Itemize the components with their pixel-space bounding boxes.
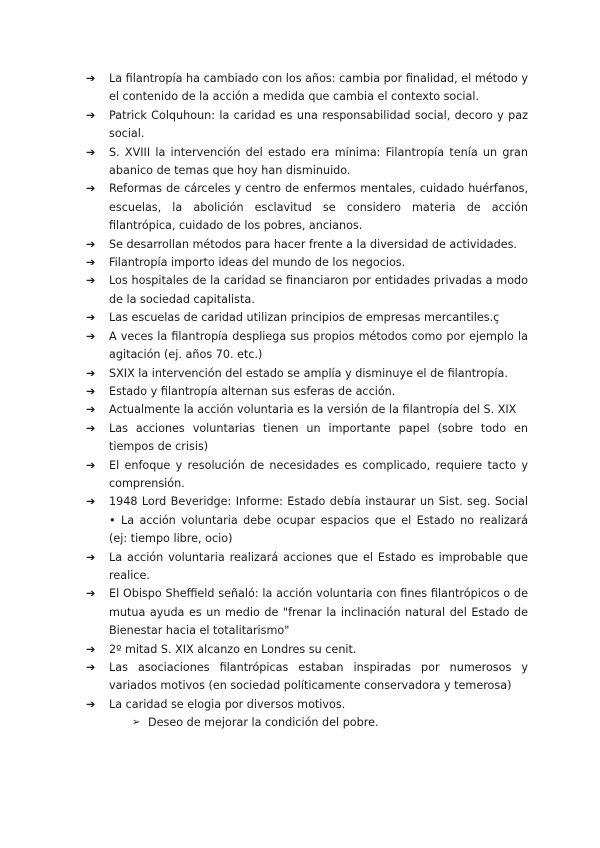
- arrow-bullet-icon: ➔: [86, 182, 96, 196]
- list-item: [86, 309, 528, 327]
- list-item-text: La filantropía ha cambiado con los años: cambia por finalidad, el método y el contenido de la acción a medida que cambia el contexto social.: [109, 72, 528, 104]
- arrow-bullet-icon: ➔: [86, 403, 96, 417]
- arrow-bullet-icon: ➔: [86, 587, 96, 601]
- list-item-text: La caridad se elogia por diversos motivos.: [109, 697, 346, 711]
- list-item-text: Filantropía importo ideas del mundo de los negocios.: [109, 256, 406, 270]
- sub-list-item-text: Deseo de mejorar la condición del pobre.: [148, 716, 379, 730]
- list-item-text: Los hospitales de la caridad se financiaron por entidades privadas a modo de la sociedad capitalista.: [109, 274, 528, 306]
- arrow-bullet-icon: ➔: [86, 642, 96, 656]
- list-item: [86, 70, 528, 107]
- arrow-bullet-icon: ➔: [86, 311, 96, 325]
- list-item: [86, 457, 528, 494]
- list-item-text: 2º mitad S. XIX alcanzo en Londres su cenit.: [109, 642, 357, 656]
- list-item: [86, 236, 528, 254]
- list-item: [86, 549, 528, 586]
- list-item: [86, 493, 528, 548]
- arrow-bullet-icon: ➔: [86, 256, 96, 270]
- arrow-bullet-icon: ➔: [86, 145, 96, 159]
- arrow-bullet-icon: ➔: [86, 550, 96, 564]
- list-item-text: Patrick Colquhoun: la caridad es una responsabilidad social, decoro y paz social.: [109, 108, 528, 141]
- list-item: [86, 365, 528, 383]
- list-item: [86, 383, 528, 401]
- list-item: [86, 696, 528, 714]
- arrow-bullet-icon: ➔: [86, 237, 96, 251]
- list-item-text: SXIX la intervención del estado se amplía y disminuye el de filantropía.: [109, 366, 508, 380]
- list-item-text: Actualmente la acción voluntaria es la versión de la filantropía del S. XIX: [109, 403, 517, 417]
- arrow-bullet-icon: ➔: [86, 421, 96, 435]
- list-item-text: Las asociaciones filantrópicas estaban inspiradas por numerosos y variados motivos (en sociedad políticamente conservadora y temerosa): [109, 661, 528, 693]
- list-item: [86, 328, 528, 365]
- arrow-bullet-icon: ➔: [86, 458, 96, 472]
- list-item-text: A veces la filantropía despliega sus propios métodos como por ejemplo la agitación (ej. años 70. etc.): [109, 329, 528, 362]
- list-item-text: S. XVIII la intervención del estado era mínima: Filantropía tenía un gran abanico de temas que hoy han disminuido.: [109, 145, 528, 178]
- list-item-text: El enfoque y resolución de necesidades es complicado, requiere tacto y comprensión.: [109, 458, 528, 490]
- list-item: [86, 272, 528, 309]
- list-item-text: Las acciones voluntarias tienen un importante papel (sobre todo en tiempos de crisis): [109, 421, 528, 454]
- list-item: [86, 107, 528, 144]
- list-item-text: Se desarrollan métodos para hacer frente a la diversidad de actividades.: [109, 237, 517, 251]
- list-item: [86, 585, 528, 640]
- arrow-bullet-icon: ➔: [86, 697, 96, 711]
- bullet-list: [86, 70, 528, 733]
- arrow-bullet-icon: ➔: [86, 366, 96, 380]
- list-item: [86, 180, 528, 235]
- arrow-bullet-icon: ➔: [86, 661, 96, 674]
- sub-list-item: [86, 714, 528, 732]
- sub-arrow-bullet-icon: ➢: [132, 717, 141, 729]
- arrow-bullet-icon: ➔: [86, 274, 96, 288]
- list-item: [86, 401, 528, 419]
- list-item: [86, 254, 528, 272]
- list-item-text: Reformas de cárceles y centro de enfermos mentales, cuidado huérfanos, escuelas, la abolición esclavitud se considero materia de acción filantrópica, cuidado de los pobres, ancianos.: [109, 182, 528, 233]
- arrow-bullet-icon: ➔: [86, 329, 96, 343]
- arrow-bullet-icon: ➔: [86, 72, 96, 85]
- list-item-text: La acción voluntaria realizará acciones que el Estado es improbable que realice.: [109, 550, 528, 582]
- arrow-bullet-icon: ➔: [86, 384, 96, 398]
- list-item-text: El Obispo Sheffield señaló: la acción voluntaria con fines filantrópicos o de mutua ayuda es un medio de "frenar la inclinación natural del Estado de Bienestar hacia el totalitarismo": [109, 587, 528, 638]
- list-item: [86, 641, 528, 659]
- list-item: [86, 659, 528, 696]
- arrow-bullet-icon: ➔: [86, 108, 96, 122]
- arrow-bullet-icon: ➔: [86, 495, 96, 509]
- list-item-text: 1948 Lord Beveridge: Informe: Estado debía instaurar un Sist. seg. Social • La acción voluntaria debe ocupar espacios que el Estado no realizará (ej: tiempo libre, ocio): [109, 495, 528, 546]
- list-item-text: Las escuelas de caridad utilizan principios de empresas mercantiles.ç: [109, 311, 500, 325]
- list-item: [86, 420, 528, 457]
- list-item: [86, 144, 528, 181]
- list-item-text: Estado y filantropía alternan sus esferas de acción.: [109, 384, 396, 398]
